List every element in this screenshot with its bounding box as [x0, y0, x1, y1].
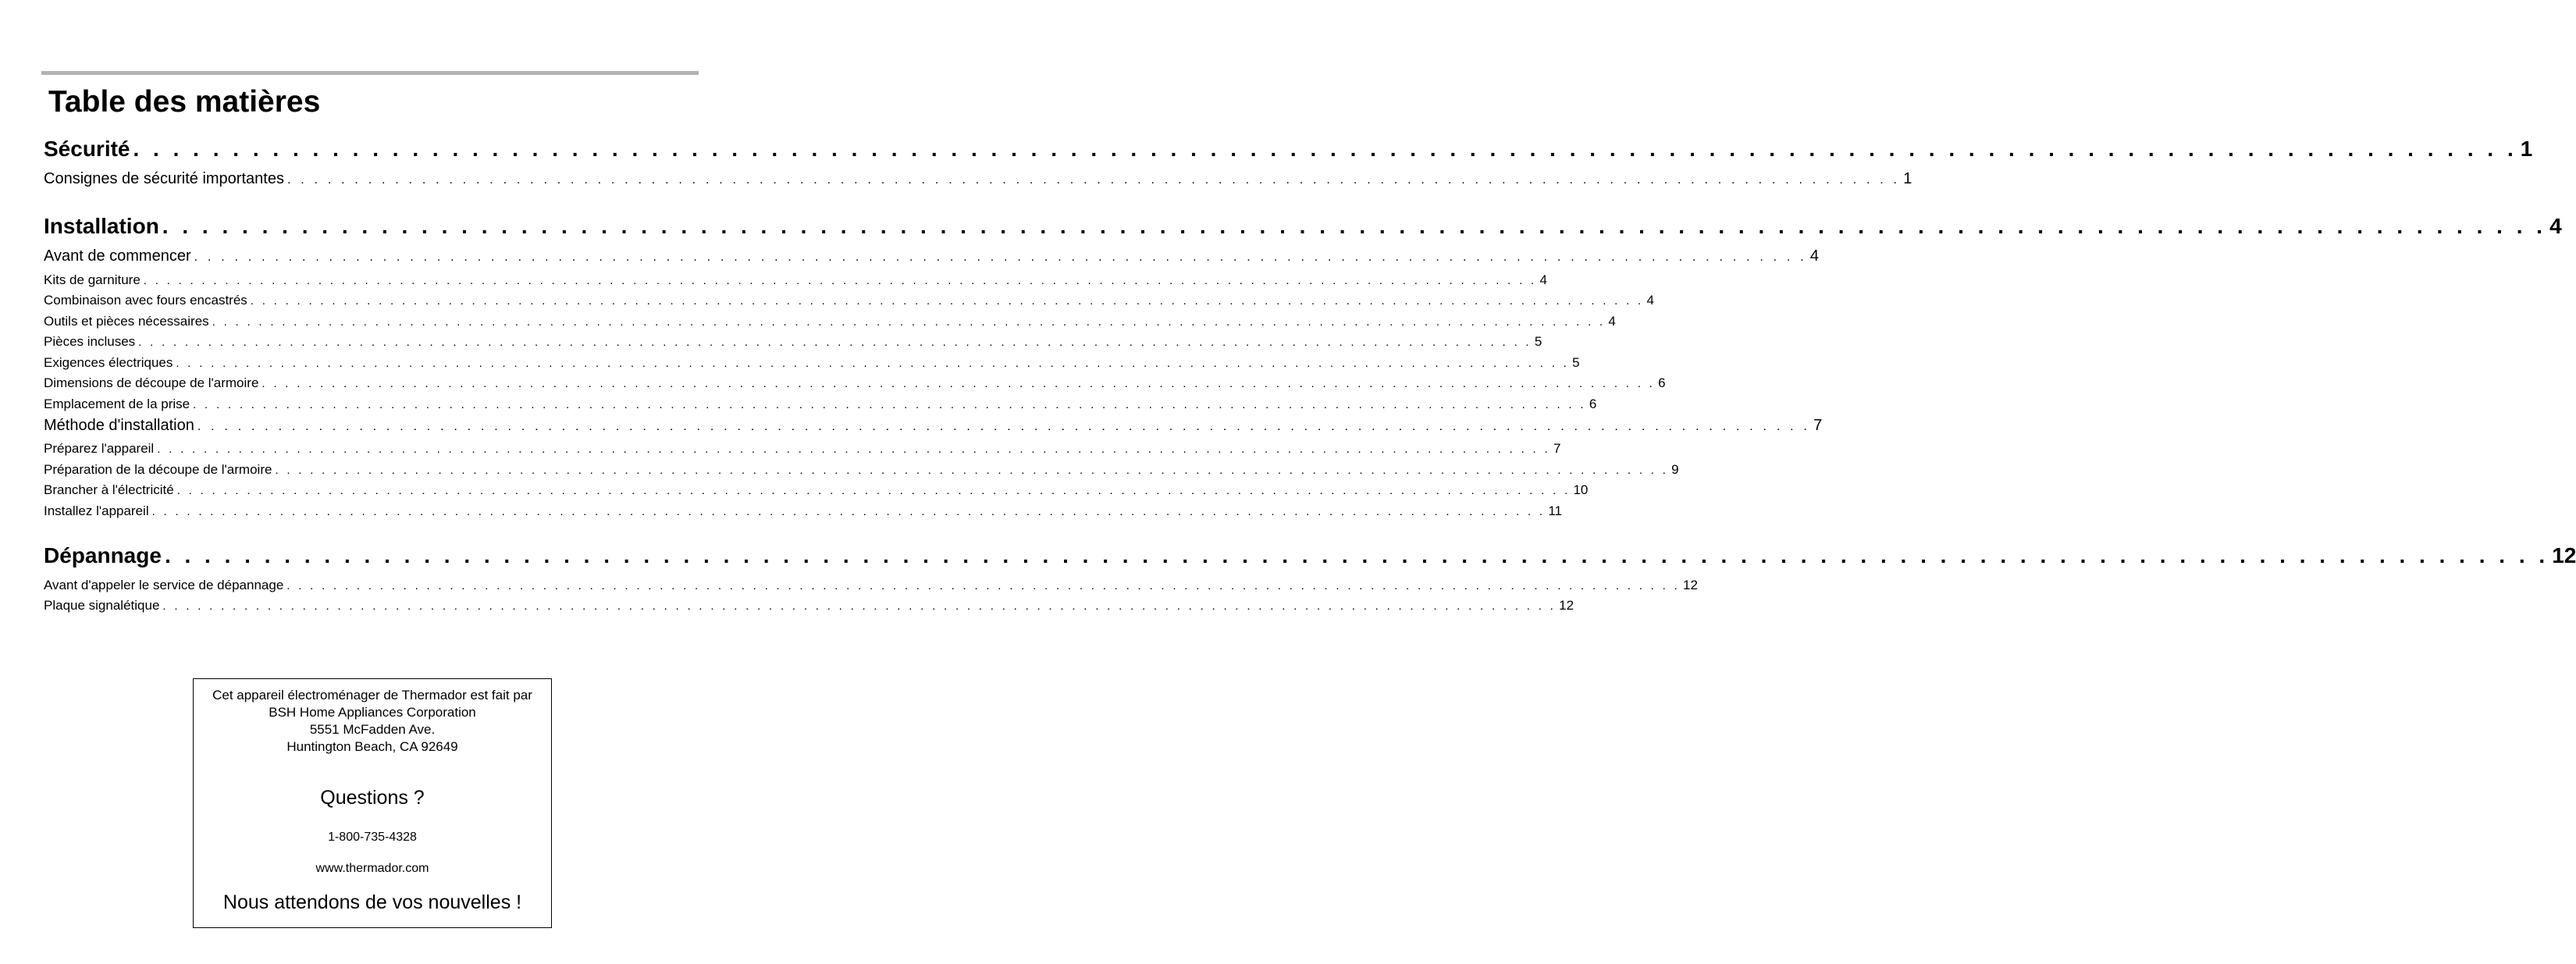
- toc-subsection-entry[interactable]: [44, 247, 1819, 268]
- toc-entry-label: Emplacement de la prise: [44, 397, 190, 411]
- toc-page-number: 4: [1608, 314, 1616, 329]
- closing-message: Nous attendons de vos nouvelles !: [222, 891, 522, 913]
- toc-page-number: 4: [2549, 214, 2562, 238]
- toc-page-number: 12: [1559, 598, 1574, 613]
- toc-entry-label: Outils et pièces nécessaires: [44, 314, 209, 329]
- toc-page-number: 1: [1903, 170, 1912, 187]
- city-address: Huntington Beach, CA 92649: [286, 739, 458, 754]
- toc-page-number: 4: [1809, 247, 1819, 265]
- toc-section-heading[interactable]: [44, 543, 2576, 571]
- toc-page-number: 9: [1671, 462, 1679, 477]
- toc-entry[interactable]: [44, 482, 1589, 500]
- dot-leader: . . . . . . . . . . . . . . . . . . . . . . . . . . . . . . . . . . . . . . . . . . . . . . . . . . . . . . . . . . . . . . . . . . . . . . . . . . . . . . . . . . . . . . . . . . . . . . . . . . . . . . . . . . . . . . . . . . . . . . . .: [143, 274, 1537, 287]
- website-link[interactable]: www.thermador.com: [315, 862, 429, 875]
- dot-leader: . . . . . . . . . . . . . . . . . . . . . . . . . . . . . . . . . . . . . . . . . . . . . . . . . . . . . . . . . . . . . . . . . . . . . . . . . . . . . . . . . . . . . . . . . . . . . . . . . . . . . . . . . . . . . . . . . . . . . . . .: [193, 398, 1586, 411]
- toc-entry[interactable]: [44, 272, 1547, 290]
- toc-page-number: 4: [1646, 293, 1654, 308]
- dot-leader: . . . . . . . . . . . . . . . . . . . . . . . . . . . . . . . . . . . . . . . . . . . . . . . . . . . . . . . . . . . . . . . . . . . . . . . . . . . . . . . . . . . . . . . . . . . . . . . . . . . . . . . . . . . . . . . . . . . . . . . .: [194, 251, 1807, 264]
- dot-leader: . . . . . . . . . . . . . . . . . . . . . . . . . . . . . . . . . . . . . . . . . . . . . . . . . . . . . . . . . . . . . . . . . . . . . . . . . . . . . . . . . . . . . . . . . . . . . . . . . . . . . . . . . . . . . . . . . . . . . . . .: [262, 377, 1656, 390]
- toc-entry-label: Sécurité: [44, 137, 130, 161]
- toc-entry[interactable]: [44, 397, 1597, 414]
- toc-entry-label: Préparation de la découpe de l'armoire: [44, 462, 272, 477]
- dot-leader: . . . . . . . . . . . . . . . . . . . . . . . . . . . . . . . . . . . . . . . . . . . . . . . . . . . . . . . . . . . . . . . . . . . . . . . . . . . . . . . . . . . . . . . . . . . . . . . . . . . . . . . . . . . . . . . . . . . . . . . .: [151, 505, 1546, 518]
- contact-info-box: [193, 678, 552, 928]
- toc-page-number: 6: [1658, 375, 1666, 390]
- toc-section-heading[interactable]: [44, 214, 2562, 242]
- toc-entry[interactable]: [44, 355, 1580, 372]
- toc-entry-label: Combinaison avec fours encastrés: [44, 293, 247, 308]
- dot-leader: . . . . . . . . . . . . . . . . . . . . . . . . . . . . . . . . . . . . . . . . . . . . . . . . . . . . . . . . . . . . . . . . . . . . . . . . . . . . . . . . . . . . . . . . . . . . . . . . . . . . . . . . . . . . . . . . . . . . . . . .: [250, 294, 1644, 308]
- dot-leader: . . . . . . . . . . . . . . . . . . . . . . . . . . . . . . . . . . . . . . . . . . . . . . . . . . . . . . . . . . . . . . . . . . . . . . . . . . . . . . . . . . . . . . . . . . . . . . . . . . . . . . . . . . . . . . . . . . . . . . . .: [212, 315, 1606, 329]
- toc-entry-label: Installez l'appareil: [44, 503, 149, 518]
- toc-entry-label: Consignes de sécurité importantes: [44, 170, 284, 187]
- toc-page-number: 11: [1548, 503, 1562, 518]
- company-name: BSH Home Appliances Corporation: [269, 705, 476, 720]
- toc-page-number: 4: [1539, 272, 1547, 287]
- toc-entry[interactable]: [44, 462, 1679, 479]
- toc-page-number: 12: [2552, 543, 2576, 567]
- toc-entry-label: Plaque signalétique: [44, 598, 160, 613]
- top-rule: [41, 71, 699, 75]
- toc-entry-label: Dépannage: [44, 543, 162, 567]
- toc-entry-label: Brancher à l'électricité: [44, 482, 174, 497]
- toc-entry-label: Pièces incluses: [44, 334, 136, 349]
- toc-entry[interactable]: [44, 441, 1561, 458]
- dot-leader: . . . . . . . . . . . . . . . . . . . . . . . . . . . . . . . . . . . . . . . . . . . . . . . . . . . . . . . . . . . . . . . . . . . . . . . . . . . . . . . . . . . . . . . . . . . . . . . . . . . . . . . . . . . . . . . . . . . . . . . .: [286, 579, 1681, 592]
- toc-entry-label: Kits de garniture: [44, 272, 141, 287]
- page-title: Table des matières: [48, 85, 321, 119]
- dot-leader: . . . . . . . . . . . . . . . . . . . . . . . . . . . . . . . . . . . . . . . . . . . . . . . . . . . . . . . . . . . . . . . . . . . . . . . . . . . . . . . . . . . . . . . . . . . . . . . . . . . . . . . . . . . . . . . . . . . . . . . .: [164, 543, 2549, 567]
- toc-entry[interactable]: [44, 314, 1616, 331]
- toc-entry-label: Préparez l'appareil: [44, 441, 155, 456]
- toc-page-number: 5: [1534, 334, 1542, 349]
- toc-page-number: 1: [2520, 137, 2533, 161]
- dot-leader: . . . . . . . . . . . . . . . . . . . . . . . . . . . . . . . . . . . . . . . . . . . . . . . . . . . . . . . . . . . . . . . . . . . . . . . . . . . . . . . . . . . . . . . . . . . . . . . . . . . . . . . . . . . . . . . . . . . . . . . .: [197, 420, 1811, 433]
- toc-entry[interactable]: [44, 578, 1698, 595]
- dot-leader: . . . . . . . . . . . . . . . . . . . . . . . . . . . . . . . . . . . . . . . . . . . . . . . . . . . . . . . . . . . . . . . . . . . . . . . . . . . . . . . . . . . . . . . . . . . . . . . . . . . . . . . . . . . . . . . . . . . . . . . .: [286, 173, 1901, 187]
- toc-page-number: 7: [1813, 417, 1823, 434]
- manufacturer-line: Cet appareil électroménager de Thermador est fait par: [212, 688, 532, 703]
- toc-entry-label: Dimensions de découpe de l'armoire: [44, 375, 259, 390]
- dot-leader: . . . . . . . . . . . . . . . . . . . . . . . . . . . . . . . . . . . . . . . . . . . . . . . . . . . . . . . . . . . . . . . . . . . . . . . . . . . . . . . . . . . . . . . . . . . . . . . . . . . . . . . . . . . . . . . . . . . . . . . .: [162, 214, 2547, 238]
- toc-entry[interactable]: [44, 334, 1542, 351]
- toc-entry[interactable]: [44, 293, 1654, 310]
- toc-entry-label: Exigences électriques: [44, 355, 173, 370]
- phone-number: 1-800-735-4328: [328, 831, 417, 844]
- dot-leader: . . . . . . . . . . . . . . . . . . . . . . . . . . . . . . . . . . . . . . . . . . . . . . . . . . . . . . . . . . . . . . . . . . . . . . . . . . . . . . . . . . . . . . . . . . . . . . . . . . . . . . . . . . . . . . . . . . . . . . . .: [157, 443, 1550, 456]
- dot-leader: . . . . . . . . . . . . . . . . . . . . . . . . . . . . . . . . . . . . . . . . . . . . . . . . . . . . . . . . . . . . . . . . . . . . . . . . . . . . . . . . . . . . . . . . . . . . . . . . . . . . . . . . . . . . . . . . . . . . . . . .: [162, 599, 1557, 613]
- dot-leader: . . . . . . . . . . . . . . . . . . . . . . . . . . . . . . . . . . . . . . . . . . . . . . . . . . . . . . . . . . . . . . . . . . . . . . . . . . . . . . . . . . . . . . . . . . . . . . . . . . . . . . . . . . . . . . . . . . . . . . . .: [133, 137, 2517, 161]
- questions-heading: Questions ?: [320, 787, 425, 809]
- toc-subsection-entry[interactable]: [44, 417, 1823, 437]
- street-address: 5551 McFadden Ave.: [309, 722, 436, 737]
- toc-entry-label: Avant de commencer: [44, 247, 191, 265]
- dot-leader: . . . . . . . . . . . . . . . . . . . . . . . . . . . . . . . . . . . . . . . . . . . . . . . . . . . . . . . . . . . . . . . . . . . . . . . . . . . . . . . . . . . . . . . . . . . . . . . . . . . . . . . . . . . . . . . . . . . . . . . .: [176, 484, 1571, 497]
- toc-entry-label: Méthode d'installation: [44, 417, 194, 434]
- toc-entry-label: Installation: [44, 214, 159, 238]
- dot-leader: . . . . . . . . . . . . . . . . . . . . . . . . . . . . . . . . . . . . . . . . . . . . . . . . . . . . . . . . . . . . . . . . . . . . . . . . . . . . . . . . . . . . . . . . . . . . . . . . . . . . . . . . . . . . . . . . . . . . . . . .: [138, 336, 1532, 349]
- toc-entry[interactable]: [44, 375, 1666, 393]
- toc-entry[interactable]: [44, 503, 1562, 521]
- toc-page-number: 6: [1589, 397, 1597, 411]
- toc-page-number: 5: [1572, 355, 1580, 370]
- toc-entry[interactable]: [44, 598, 1574, 615]
- dot-leader: . . . . . . . . . . . . . . . . . . . . . . . . . . . . . . . . . . . . . . . . . . . . . . . . . . . . . . . . . . . . . . . . . . . . . . . . . . . . . . . . . . . . . . . . . . . . . . . . . . . . . . . . . . . . . . . . . . . . . . . .: [275, 464, 1669, 477]
- toc-page-number: 12: [1683, 578, 1698, 592]
- toc-subsection-entry[interactable]: [44, 170, 1912, 190]
- toc-page-number: 10: [1573, 482, 1589, 497]
- dot-leader: . . . . . . . . . . . . . . . . . . . . . . . . . . . . . . . . . . . . . . . . . . . . . . . . . . . . . . . . . . . . . . . . . . . . . . . . . . . . . . . . . . . . . . . . . . . . . . . . . . . . . . . . . . . . . . . . . . . . . . . .: [176, 357, 1570, 370]
- toc-section-heading[interactable]: [44, 137, 2533, 165]
- toc-page-number: 7: [1553, 441, 1561, 456]
- toc-entry-label: Avant d'appeler le service de dépannage: [44, 578, 284, 592]
